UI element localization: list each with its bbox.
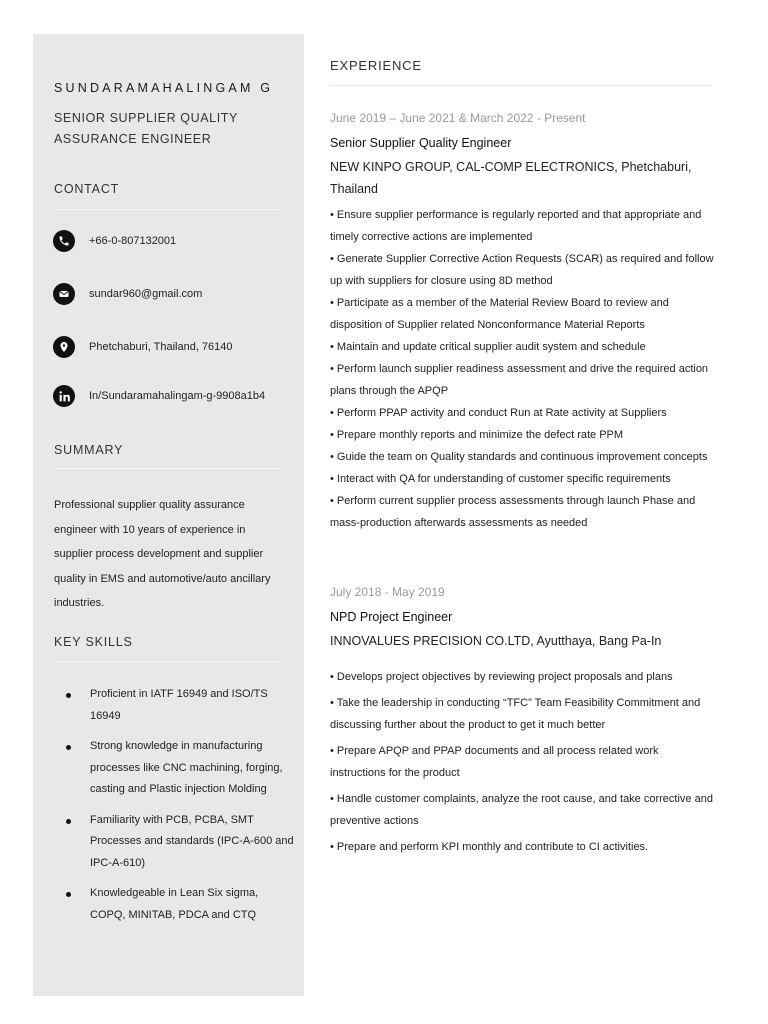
job-bullet: • Perform PPAP activity and conduct Run at Rate activity at Suppliers [330, 407, 667, 419]
contact-heading: CONTACT [54, 182, 120, 196]
skill-item: Strong knowledge in manufacturing processes like CNC machining, forging, casting and Plastic injection Molding [54, 736, 294, 801]
sidebar [33, 34, 304, 996]
email-address: sundar960@gmail.com [89, 288, 203, 300]
candidate-name: SUNDARAMAHALINGAM G [54, 81, 274, 95]
job-entry-1 [330, 110, 715, 534]
job-bullet: • Perform current supplier process assessments through launch Phase and mass-production afterwards assessments as needed [330, 495, 696, 529]
job-bullet: • Prepare and perform KPI monthly and contribute to CI activities. [330, 841, 649, 853]
contact-location [53, 336, 233, 358]
summary-heading: SUMMARY [54, 443, 124, 457]
job-bullets [330, 204, 715, 534]
email-icon [53, 283, 75, 305]
job-bullet: • Guide the team on Quality standards and continuous improvement concepts [330, 451, 708, 463]
job-bullet: • Ensure supplier performance is regularly reported and that appropriate and timely corrective actions are implemented [330, 209, 702, 243]
job-bullet: • Generate Supplier Corrective Action Requests (SCAR) as required and follow up with suppliers for closure using 8D method [330, 253, 714, 287]
job-bullet: • Prepare APQP and PPAP documents and all process related work instructions for the product [330, 745, 659, 779]
job-bullet: • Interact with QA for understanding of customer specific requirements [330, 473, 671, 485]
linkedin-icon [53, 385, 75, 407]
experience-heading: EXPERIENCE [330, 58, 422, 73]
job-bullets [330, 666, 715, 858]
job-title: NPD Project Engineer [330, 610, 453, 624]
contact-phone [53, 230, 176, 252]
job-dates: June 2019 – June 2021 & March 2022 - Present [330, 111, 586, 125]
job-bullet: • Maintain and update critical supplier audit system and schedule [330, 341, 646, 353]
phone-icon [53, 230, 75, 252]
summary-divider [54, 468, 282, 469]
job-bullet: • Participate as a member of the Material Review Board to review and disposition of Supplier related Nonconformance Material Reports [330, 297, 669, 331]
bullet-icon [66, 819, 71, 824]
job-dates: July 2018 - May 2019 [330, 585, 445, 599]
job-bullet: • Develops project objectives by reviewing project proposals and plans [330, 671, 673, 683]
linkedin-handle: In/Sundaramahalingam-g-9908a1b4 [89, 390, 266, 402]
skills-heading: KEY SKILLS [54, 635, 133, 649]
experience-divider [330, 85, 712, 86]
skill-item: Knowledgeable in Lean Six sigma, COPQ, MINITAB, PDCA and CTQ [54, 883, 294, 926]
job-bullet: • Prepare monthly reports and minimize the defect rate PPM [330, 429, 624, 441]
phone-number: +66-0-807132001 [89, 235, 177, 247]
location-icon [53, 336, 75, 358]
job-company: NEW KINPO GROUP, CAL-COMP ELECTRONICS, Phetchaburi, Thailand [330, 160, 692, 196]
job-title: Senior Supplier Quality Engineer [330, 136, 512, 150]
bullet-icon [66, 892, 71, 897]
summary-text: Professional supplier quality assurance engineer with 10 years of experience in supplier process development and supplier quality in EMS and automotive/auto ancillary industries. [54, 499, 271, 609]
job-entry-2 [330, 584, 715, 862]
job-company: INNOVALUES PRECISION CO.LTD, Ayutthaya, Bang Pa-In [330, 634, 662, 648]
contact-email [53, 283, 202, 305]
candidate-role: SENIOR SUPPLIER QUALITY ASSURANCE ENGINEER [54, 111, 238, 146]
location-text: Phetchaburi, Thailand, 76140 [89, 341, 233, 353]
job-bullet: • Take the leadership in conducting “TFC” Team Feasibility Commitment and discussing further about the product to get it much better [330, 697, 701, 731]
contact-linkedin [53, 385, 265, 407]
job-bullet: • Handle customer complaints, analyze the root cause, and take corrective and preventive actions [330, 793, 713, 827]
job-bullet: • Perform launch supplier readiness assessment and drive the required action plans through the APQP [330, 363, 709, 397]
skill-item: Proficient in IATF 16949 and ISO/TS 16949 [54, 684, 294, 727]
skill-item: Familiarity with PCB, PCBA, SMT Processes and standards (IPC-A-600 and IPC-A-610) [54, 810, 294, 875]
bullet-icon [66, 745, 71, 750]
skills-divider [54, 661, 282, 662]
contact-divider [54, 209, 282, 210]
bullet-icon [66, 693, 71, 698]
skills-list [54, 684, 294, 935]
